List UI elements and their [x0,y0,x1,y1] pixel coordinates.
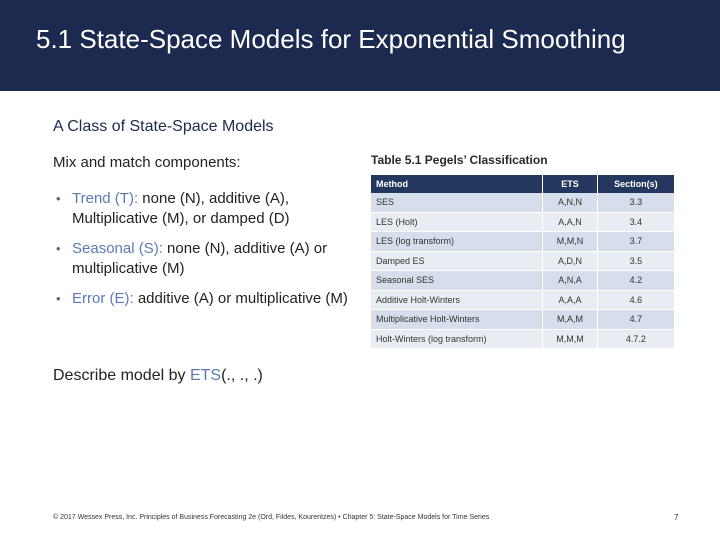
list-item [56,239,366,279]
describe-term: ETS [189,367,222,384]
table-cell: Holt-Winters (log transform) [371,329,543,349]
column-header: ETS [543,175,598,193]
table-cell: M,M,N [543,232,598,252]
section-subtitle: A Class of State-Space Models [53,118,274,135]
pegels-table [371,175,674,349]
bullet-icon: • [56,191,61,206]
table-cell: A,A,A [543,290,598,310]
table-cell: 4.2 [597,271,674,291]
table-cell: 4.7.2 [597,329,674,349]
table-cell: A,N,A [543,271,598,291]
bullet-term: Seasonal (S): [72,240,163,257]
table-row [371,329,674,349]
table-cell: LES (Holt) [371,212,543,232]
table-cell: 3.3 [597,193,674,212]
list-item [56,189,366,229]
table-cell: A,D,N [543,251,598,271]
bullet-icon: • [56,241,61,256]
bullet-text: additive (A) or multiplicative (M) [133,290,348,307]
table-row [371,212,674,232]
table-row [371,193,674,212]
table-cell: Multiplicative Holt-Winters [371,310,543,330]
table-cell: Damped ES [371,251,543,271]
table-cell: 3.4 [597,212,674,232]
table-row [371,271,674,291]
describe-line [53,367,263,385]
bullet-term: Trend (T): [72,190,139,207]
intro-text: Mix and match components: [53,154,241,171]
table-cell: M,M,M [543,329,598,349]
table-row [371,232,674,252]
table-row [371,251,674,271]
describe-prefix: Describe model by [53,367,190,384]
bullet-icon: • [56,291,61,306]
table-cell: 4.6 [597,290,674,310]
table-cell: A,A,N [543,212,598,232]
column-header: Section(s) [597,175,674,193]
table-caption: Table 5.1 Pegels’ Classification [371,153,548,167]
component-list [56,189,366,319]
slide-title: 5.1 State-Space Models for Exponential Smoothing [36,24,626,54]
list-item [56,289,366,309]
page-number: 7 [674,513,679,522]
table-cell: A,N,N [543,193,598,212]
table-row [371,290,674,310]
footer-citation: © 2017 Wessex Press, Inc. Principles of Business Forecasting 2e (Ord, Fildes, Kourentzes) • Chapter 5: State-Space Models for Time Series [53,514,490,521]
bullet-text: none (N), additive (A) or multiplicative (M) [72,240,328,277]
title-bar [0,0,720,91]
column-header: Method [371,175,543,193]
describe-suffix: (., ., .) [221,367,263,384]
table-row [371,310,674,330]
table-cell: Additive Holt-Winters [371,290,543,310]
table-cell: SES [371,193,543,212]
table-cell: LES (log transform) [371,232,543,252]
table-header-row [371,175,674,193]
bullet-term: Error (E): [72,290,134,307]
bullet-text: none (N), additive (A), Multiplicative (M), or damped (D) [72,190,290,227]
table-cell: M,A,M [543,310,598,330]
table-cell: 4.7 [597,310,674,330]
table-cell: Seasonal SES [371,271,543,291]
table-cell: 3.7 [597,232,674,252]
table-cell: 3.5 [597,251,674,271]
